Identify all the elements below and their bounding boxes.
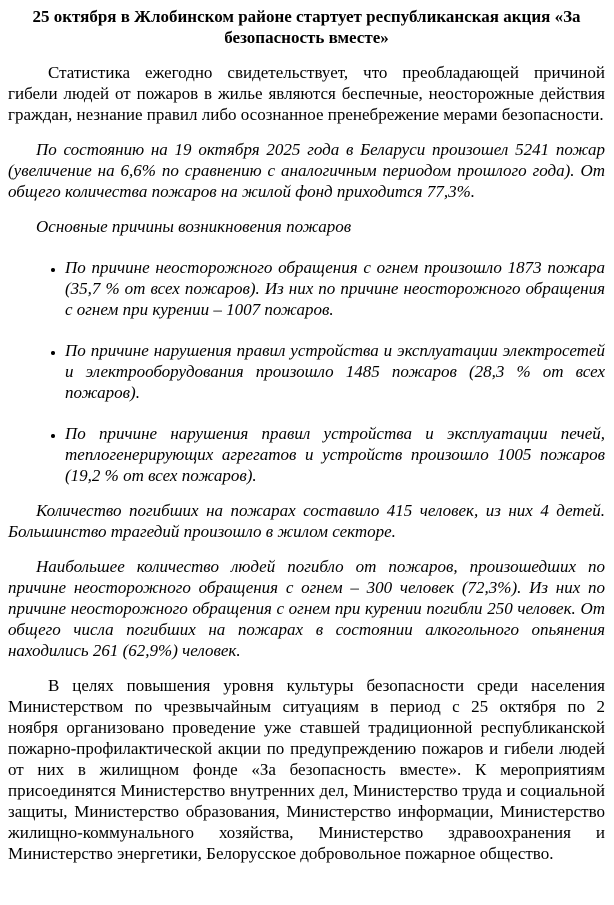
document-title: 25 октября в Жлобинском районе стартует республиканская акция «За безопасность вместе»: [32, 7, 581, 47]
cause-item-electrical-violations: • По причине нарушения правил устройства и эксплуатации электросетей и электрооборудования произошло 1485 пожаров (28,3 % от всех пожаров).: [65, 340, 605, 403]
deaths-summary-paragraph: Количество погибших на пожарах составило 415 человек, из них 4 детей. Большинство трагедий произошло в жилом секторе.: [8, 501, 605, 541]
campaign-announcement-paragraph: В целях повышения уровня культуры безопасности среди населения Министерством по чрезвычайным ситуациям в период с 25 октября по 2 ноября организовано проведение уже ставшей традиционной республиканской пожарно-профилактической акции по предупреждению пожаров и гибели людей от них в жилищном фонде «За безопасность вместе». К мероприятиям присоединятся Министерство внутренних дел, Министерство труда и социальной защиты, Министерство образования, Министерство информации, Министерство жилищно-коммунального хозяйства, Министерство здравоохранения и Министерство энергетики, Белорусское добровольное пожарное общество.: [8, 676, 605, 863]
cause-item-stove-violations: • По причине нарушения правил устройства и эксплуатации печей, теплогенерирующих агрегатов и устройств произошло 1005 пожаров (19,2 % от всех пожаров).: [65, 423, 605, 486]
deaths-detail-paragraph: Наибольшее количество людей погибло от пожаров, произошедших по причине неосторожного обращения с огнем – 300 человек (72,3%). Из них по причине неосторожного обращения с огнем при курении погибли 250 человек. От общего числа погибших на пожарах в состоянии алкогольного опьянения находились 261 (62,9%) человек.: [8, 557, 605, 660]
intro-paragraph: Статистика ежегодно свидетельствует, что преобладающей причиной гибели людей от пожаров в жилье являются беспечные, неосторожные действия граждан, незнание правил либо осознанное пренебрежение мерами безопасности.: [8, 63, 605, 124]
causes-list: [8, 257, 605, 486]
cause-item-careless-fire-handling: • По причине неосторожного обращения с огнем произошло 1873 пожара (35,7 % от всех пожаров). Из них по причине неосторожного обращения с огнем при курении – 1007 пожаров.: [65, 257, 605, 320]
fire-statistics-paragraph: По состоянию на 19 октября 2025 года в Беларуси произошел 5241 пожар (увеличение на 6,6% по сравнению с аналогичным периодом прошлого года). От общего количества пожаров на жилой фонд приходится 77,3%.: [8, 140, 605, 201]
causes-heading: Основные причины возникновения пожаров: [36, 217, 352, 236]
